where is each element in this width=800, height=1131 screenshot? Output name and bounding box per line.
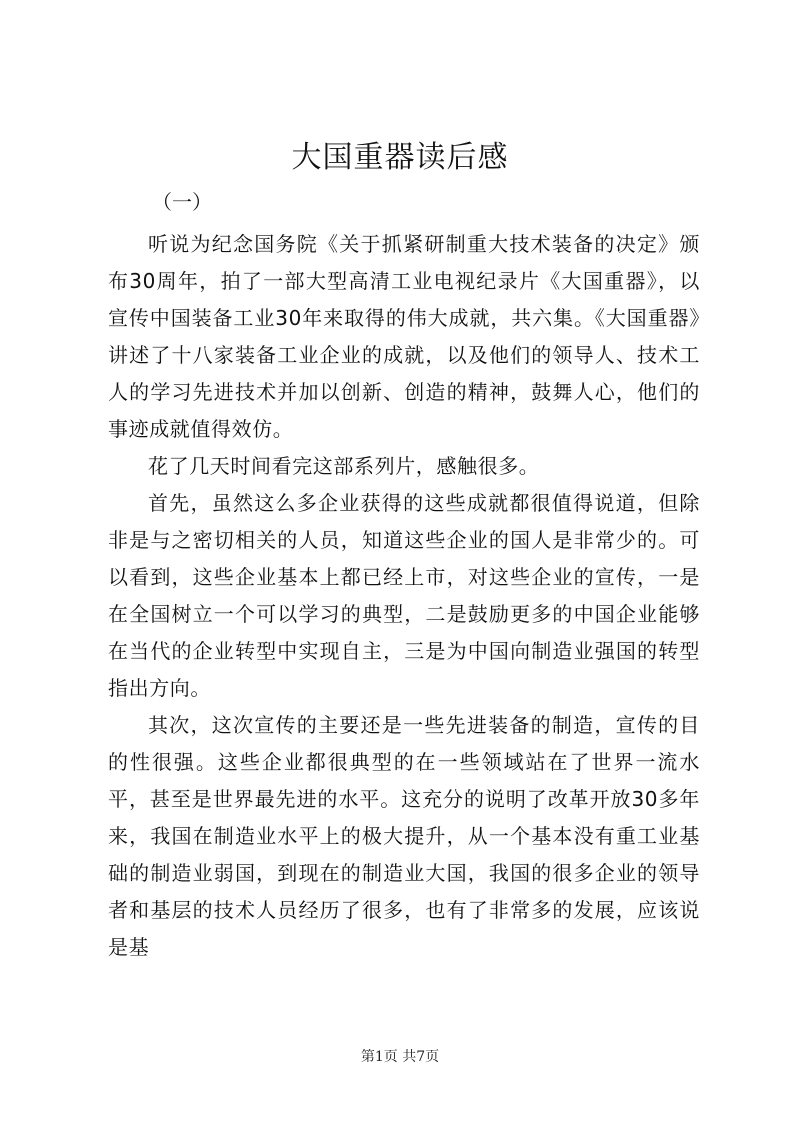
paragraph-2: 花了几天时间看完这部系列片，感触很多。 xyxy=(148,454,540,478)
paragraph-4: 其次，这次宣传的主要还是一些先进装备的制造，宣传的目的性很强。这些企业都很典型的在一些领域站在了世界一流水平，甚至是世界最先进的水平。这充分的说明了改革开放30多年来，我国在制造业水平上的极大提升，从一个基本没有重工业基础的制造业弱国，到现在的制造业大国，我国的很多企业的领导者和基层的技术人员经历了很多，也有了非常多的发展，应该说是基 xyxy=(108,713,700,959)
paragraph-3: 首先，虽然这么多企业获得的这些成就都很值得说道，但除非是与之密切相关的人员，知道这些企业的国人是非常少的。可以看到，这些企业基本上都已经上市，对这些企业的宣传，一是在全国树立一个可以学习的典型，二是鼓励更多的中国企业能够在当代的企业转型中实现自主，三是为中国向制造业强国的转型指出方向。 xyxy=(108,491,700,700)
document-body xyxy=(108,226,700,966)
paragraph-1: 听说为纪念国务院《关于抓紧研制重大技术装备的决定》颁布30周年，拍了一部大型高清工业电视纪录片《大国重器》，以宣传中国装备工业30年来取得的伟大成就，共六集。《大国重器》讲述了十八家装备工业企业的成就，以及他们的领导人、技术工人的学习先进技术并加以创新、创造的精神，鼓舞人心，他们的事迹成就值得效仿。 xyxy=(108,232,700,441)
section-marker: （一） xyxy=(152,190,212,214)
document-title: 大国重器读后感 xyxy=(291,140,509,175)
page-footer: 第1页 共7页 xyxy=(360,1049,440,1065)
